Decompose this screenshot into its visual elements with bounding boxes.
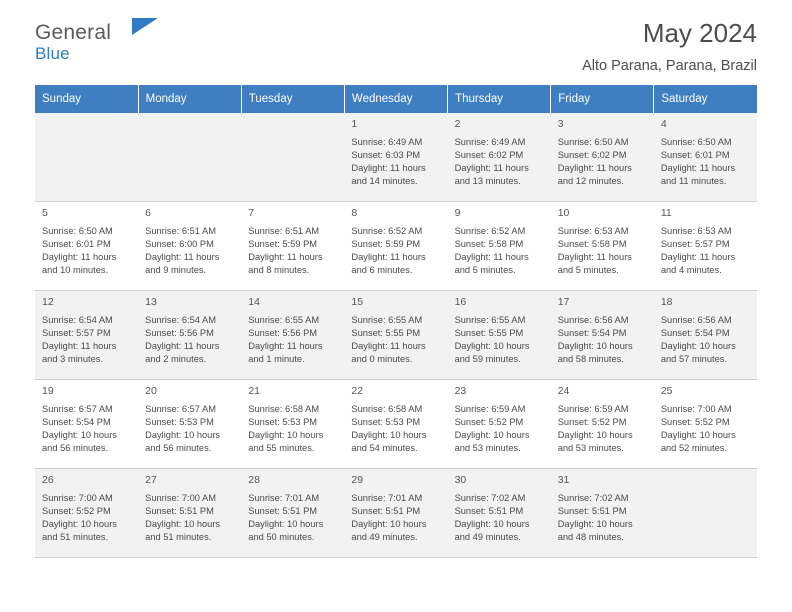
day-daylight1-text: Daylight: 10 hours bbox=[42, 519, 117, 530]
day-number: 24 bbox=[557, 385, 570, 397]
day-daylight1-text: Daylight: 11 hours bbox=[454, 252, 529, 263]
day-daylight2-text: and 53 minutes. bbox=[454, 443, 521, 454]
day-number: 22 bbox=[351, 385, 364, 397]
day-sunrise-text: Sunrise: 6:52 AM bbox=[454, 225, 526, 236]
day-daylight2-text: and 52 minutes. bbox=[660, 443, 727, 454]
day-number: 31 bbox=[557, 474, 570, 486]
day-sunset-text: Sunset: 6:01 PM bbox=[42, 239, 111, 250]
day-daylight1-text: Daylight: 11 hours bbox=[351, 163, 426, 174]
calendar-cell-empty bbox=[138, 113, 241, 202]
calendar-week-row bbox=[35, 380, 757, 469]
calendar-day-cell bbox=[551, 469, 654, 558]
day-sunset-text: Sunset: 5:52 PM bbox=[557, 417, 627, 428]
day-daylight2-text: and 55 minutes. bbox=[248, 443, 315, 454]
day-daylight1-text: Daylight: 11 hours bbox=[660, 252, 736, 263]
day-daylight2-text: and 3 minutes. bbox=[42, 354, 103, 365]
sunrise-sunset-calendar bbox=[35, 85, 757, 558]
calendar-week-row bbox=[35, 202, 757, 291]
day-daylight2-text: and 1 minute. bbox=[248, 354, 305, 365]
calendar-cell-empty bbox=[241, 113, 344, 202]
day-sunset-text: Sunset: 5:57 PM bbox=[42, 328, 111, 339]
day-daylight2-text: and 10 minutes. bbox=[42, 265, 109, 276]
day-sunset-text: Sunset: 5:53 PM bbox=[351, 417, 421, 428]
day-sunrise-text: Sunrise: 6:55 AM bbox=[454, 314, 526, 325]
day-sunset-text: Sunset: 5:52 PM bbox=[42, 506, 111, 517]
day-sunrise-text: Sunrise: 6:59 AM bbox=[557, 403, 629, 414]
day-sunset-text: Sunset: 6:00 PM bbox=[145, 239, 214, 250]
calendar-day-cell bbox=[138, 202, 241, 291]
day-daylight1-text: Daylight: 10 hours bbox=[454, 430, 530, 441]
day-daylight2-text: and 5 minutes. bbox=[454, 265, 516, 276]
calendar-day-cell bbox=[654, 202, 757, 291]
day-sunrise-text: Sunrise: 6:55 AM bbox=[248, 314, 320, 325]
calendar-day-cell bbox=[344, 469, 447, 558]
day-daylight2-text: and 12 minutes. bbox=[557, 176, 624, 187]
calendar-week-row bbox=[35, 469, 757, 558]
day-sunrise-text: Sunrise: 6:50 AM bbox=[557, 136, 629, 147]
day-daylight2-text: and 4 minutes. bbox=[660, 265, 722, 276]
day-sunset-text: Sunset: 5:59 PM bbox=[248, 239, 318, 250]
day-daylight1-text: Daylight: 10 hours bbox=[248, 430, 324, 441]
day-daylight2-text: and 51 minutes. bbox=[145, 532, 212, 543]
day-daylight1-text: Daylight: 11 hours bbox=[557, 163, 632, 174]
calendar-day-cell bbox=[241, 202, 344, 291]
day-sunset-text: Sunset: 5:52 PM bbox=[660, 417, 730, 428]
day-daylight1-text: Daylight: 11 hours bbox=[42, 341, 117, 352]
day-daylight1-text: Daylight: 11 hours bbox=[42, 252, 117, 263]
calendar-day-cell bbox=[241, 380, 344, 469]
day-daylight2-text: and 13 minutes. bbox=[454, 176, 521, 187]
weekday-header-thursday: Thursday bbox=[448, 85, 551, 113]
day-sunrise-text: Sunrise: 6:53 AM bbox=[660, 225, 732, 236]
day-daylight1-text: Daylight: 11 hours bbox=[454, 163, 529, 174]
calendar-day-cell bbox=[138, 291, 241, 380]
day-daylight1-text: Daylight: 10 hours bbox=[660, 341, 736, 352]
day-number: 2 bbox=[454, 118, 461, 130]
day-number: 18 bbox=[660, 296, 673, 308]
weekday-header-row bbox=[35, 85, 757, 113]
calendar-day-cell bbox=[241, 291, 344, 380]
logo-text-blue: Blue bbox=[35, 44, 70, 63]
calendar-day-cell bbox=[551, 113, 654, 202]
calendar-day-cell bbox=[448, 113, 551, 202]
location-subtitle: Alto Parana, Parana, Brazil bbox=[582, 58, 757, 74]
day-daylight2-text: and 6 minutes. bbox=[351, 265, 413, 276]
day-daylight1-text: Daylight: 10 hours bbox=[248, 519, 324, 530]
day-daylight2-text: and 56 minutes. bbox=[145, 443, 212, 454]
day-sunrise-text: Sunrise: 6:49 AM bbox=[351, 136, 423, 147]
day-daylight1-text: Daylight: 11 hours bbox=[351, 341, 426, 352]
day-sunrise-text: Sunrise: 6:51 AM bbox=[145, 225, 216, 236]
day-sunset-text: Sunset: 5:54 PM bbox=[42, 417, 111, 428]
day-sunrise-text: Sunrise: 7:02 AM bbox=[454, 492, 526, 503]
day-sunrise-text: Sunrise: 6:54 AM bbox=[145, 314, 216, 325]
day-daylight1-text: Daylight: 11 hours bbox=[351, 252, 426, 263]
day-daylight2-text: and 58 minutes. bbox=[557, 354, 624, 365]
day-number: 14 bbox=[248, 296, 260, 308]
day-daylight2-text: and 8 minutes. bbox=[248, 265, 310, 276]
day-daylight1-text: Daylight: 11 hours bbox=[248, 252, 323, 263]
day-sunrise-text: Sunrise: 6:55 AM bbox=[351, 314, 423, 325]
day-number: 4 bbox=[660, 118, 667, 130]
day-daylight2-text: and 2 minutes. bbox=[145, 354, 207, 365]
day-daylight2-text: and 54 minutes. bbox=[351, 443, 418, 454]
day-number: 21 bbox=[248, 385, 260, 397]
day-sunset-text: Sunset: 5:51 PM bbox=[454, 506, 524, 517]
day-daylight2-text: and 49 minutes. bbox=[454, 532, 521, 543]
day-daylight1-text: Daylight: 11 hours bbox=[145, 252, 220, 263]
day-sunset-text: Sunset: 5:51 PM bbox=[557, 506, 627, 517]
day-sunset-text: Sunset: 5:56 PM bbox=[248, 328, 318, 339]
day-sunset-text: Sunset: 5:53 PM bbox=[145, 417, 214, 428]
day-sunset-text: Sunset: 5:55 PM bbox=[351, 328, 421, 339]
day-daylight2-text: and 59 minutes. bbox=[454, 354, 521, 365]
day-daylight1-text: Daylight: 10 hours bbox=[557, 519, 633, 530]
day-sunset-text: Sunset: 5:54 PM bbox=[557, 328, 627, 339]
day-sunset-text: Sunset: 5:51 PM bbox=[248, 506, 318, 517]
calendar-week-row bbox=[35, 291, 757, 380]
day-sunrise-text: Sunrise: 7:00 AM bbox=[145, 492, 216, 503]
day-daylight1-text: Daylight: 10 hours bbox=[145, 519, 221, 530]
day-daylight2-text: and 56 minutes. bbox=[42, 443, 109, 454]
general-blue-logo[interactable] bbox=[35, 22, 111, 62]
day-number: 17 bbox=[557, 296, 570, 308]
day-number: 30 bbox=[454, 474, 467, 486]
calendar-day-cell bbox=[448, 380, 551, 469]
day-daylight1-text: Daylight: 10 hours bbox=[454, 341, 530, 352]
day-sunrise-text: Sunrise: 6:51 AM bbox=[248, 225, 320, 236]
day-sunset-text: Sunset: 5:59 PM bbox=[351, 239, 421, 250]
day-daylight1-text: Daylight: 10 hours bbox=[557, 341, 633, 352]
day-daylight1-text: Daylight: 10 hours bbox=[351, 430, 427, 441]
day-daylight1-text: Daylight: 11 hours bbox=[557, 252, 632, 263]
calendar-day-cell bbox=[654, 380, 757, 469]
day-daylight1-text: Daylight: 11 hours bbox=[660, 163, 736, 174]
day-number: 6 bbox=[145, 207, 151, 219]
page-header bbox=[35, 0, 757, 78]
calendar-day-cell bbox=[654, 113, 757, 202]
calendar-day-cell bbox=[138, 469, 241, 558]
day-daylight2-text: and 0 minutes. bbox=[351, 354, 413, 365]
calendar-day-cell bbox=[448, 469, 551, 558]
day-sunrise-text: Sunrise: 7:01 AM bbox=[248, 492, 320, 503]
calendar-day-cell bbox=[241, 469, 344, 558]
day-daylight2-text: and 49 minutes. bbox=[351, 532, 418, 543]
title-block bbox=[582, 20, 757, 74]
day-number: 15 bbox=[351, 296, 364, 308]
day-daylight2-text: and 14 minutes. bbox=[351, 176, 418, 187]
day-daylight2-text: and 11 minutes. bbox=[660, 176, 727, 187]
day-number: 23 bbox=[454, 385, 467, 397]
day-number: 20 bbox=[145, 385, 157, 397]
day-daylight1-text: Daylight: 11 hours bbox=[145, 341, 220, 352]
day-daylight1-text: Daylight: 11 hours bbox=[248, 341, 323, 352]
calendar-day-cell bbox=[448, 202, 551, 291]
day-sunset-text: Sunset: 5:51 PM bbox=[145, 506, 214, 517]
day-number: 13 bbox=[145, 296, 157, 308]
day-sunset-text: Sunset: 5:52 PM bbox=[454, 417, 524, 428]
day-sunset-text: Sunset: 5:54 PM bbox=[660, 328, 730, 339]
day-sunrise-text: Sunrise: 7:00 AM bbox=[42, 492, 113, 503]
calendar-cell-empty bbox=[654, 469, 757, 558]
day-number: 29 bbox=[351, 474, 364, 486]
day-number: 9 bbox=[454, 207, 461, 219]
day-sunrise-text: Sunrise: 6:58 AM bbox=[248, 403, 320, 414]
day-number: 27 bbox=[145, 474, 157, 486]
day-daylight2-text: and 50 minutes. bbox=[248, 532, 315, 543]
day-sunrise-text: Sunrise: 6:59 AM bbox=[454, 403, 526, 414]
day-sunset-text: Sunset: 5:58 PM bbox=[557, 239, 627, 250]
day-sunrise-text: Sunrise: 6:57 AM bbox=[42, 403, 113, 414]
calendar-day-cell bbox=[551, 291, 654, 380]
day-sunrise-text: Sunrise: 7:02 AM bbox=[557, 492, 629, 503]
calendar-day-cell bbox=[344, 291, 447, 380]
calendar-day-cell bbox=[551, 380, 654, 469]
calendar-day-cell bbox=[344, 380, 447, 469]
day-sunrise-text: Sunrise: 6:50 AM bbox=[42, 225, 113, 236]
page-title: May 2024 bbox=[642, 18, 757, 48]
day-daylight1-text: Daylight: 10 hours bbox=[454, 519, 530, 530]
calendar-day-cell bbox=[138, 380, 241, 469]
weekday-header-tuesday: Tuesday bbox=[241, 85, 344, 113]
calendar-day-cell bbox=[35, 380, 138, 469]
day-sunset-text: Sunset: 6:02 PM bbox=[454, 150, 524, 161]
weekday-header-friday: Friday bbox=[551, 85, 654, 113]
day-sunset-text: Sunset: 5:58 PM bbox=[454, 239, 524, 250]
day-daylight2-text: and 48 minutes. bbox=[557, 532, 624, 543]
calendar-week-row bbox=[35, 113, 757, 202]
day-sunrise-text: Sunrise: 6:52 AM bbox=[351, 225, 423, 236]
calendar-day-cell bbox=[551, 202, 654, 291]
calendar-body bbox=[35, 113, 757, 558]
day-sunrise-text: Sunrise: 6:53 AM bbox=[557, 225, 629, 236]
calendar-day-cell bbox=[35, 291, 138, 380]
calendar-day-cell bbox=[448, 291, 551, 380]
day-daylight1-text: Daylight: 10 hours bbox=[145, 430, 221, 441]
calendar-day-cell bbox=[35, 202, 138, 291]
day-sunrise-text: Sunrise: 7:00 AM bbox=[660, 403, 732, 414]
calendar-day-cell bbox=[654, 291, 757, 380]
day-sunset-text: Sunset: 5:57 PM bbox=[660, 239, 730, 250]
day-number: 19 bbox=[42, 385, 54, 397]
day-sunrise-text: Sunrise: 6:56 AM bbox=[557, 314, 629, 325]
day-number: 11 bbox=[660, 207, 672, 219]
weekday-header-saturday: Saturday bbox=[654, 85, 757, 113]
day-daylight2-text: and 57 minutes. bbox=[660, 354, 727, 365]
logo-flag-icon bbox=[132, 18, 158, 35]
day-daylight2-text: and 5 minutes. bbox=[557, 265, 619, 276]
day-number: 3 bbox=[557, 118, 564, 130]
day-sunset-text: Sunset: 6:03 PM bbox=[351, 150, 421, 161]
day-sunrise-text: Sunrise: 6:49 AM bbox=[454, 136, 526, 147]
day-daylight1-text: Daylight: 10 hours bbox=[557, 430, 633, 441]
day-number: 1 bbox=[351, 118, 358, 130]
logo-text-general: General bbox=[35, 21, 112, 44]
day-number: 16 bbox=[454, 296, 467, 308]
day-sunset-text: Sunset: 6:01 PM bbox=[660, 150, 730, 161]
day-daylight1-text: Daylight: 10 hours bbox=[42, 430, 117, 441]
day-sunrise-text: Sunrise: 6:56 AM bbox=[660, 314, 732, 325]
day-daylight1-text: Daylight: 10 hours bbox=[660, 430, 736, 441]
day-sunrise-text: Sunrise: 6:58 AM bbox=[351, 403, 423, 414]
weekday-header-monday: Monday bbox=[138, 85, 241, 113]
day-sunset-text: Sunset: 5:55 PM bbox=[454, 328, 524, 339]
day-number: 10 bbox=[557, 207, 570, 219]
day-number: 28 bbox=[248, 474, 260, 486]
day-daylight2-text: and 51 minutes. bbox=[42, 532, 109, 543]
day-sunrise-text: Sunrise: 6:50 AM bbox=[660, 136, 732, 147]
day-number: 26 bbox=[42, 474, 54, 486]
day-sunset-text: Sunset: 5:51 PM bbox=[351, 506, 421, 517]
day-sunrise-text: Sunrise: 6:54 AM bbox=[42, 314, 113, 325]
day-sunset-text: Sunset: 5:56 PM bbox=[145, 328, 214, 339]
day-sunrise-text: Sunrise: 7:01 AM bbox=[351, 492, 423, 503]
weekday-header-wednesday: Wednesday bbox=[344, 85, 447, 113]
weekday-header-sunday: Sunday bbox=[35, 85, 138, 113]
day-number: 7 bbox=[248, 207, 255, 219]
day-daylight2-text: and 53 minutes. bbox=[557, 443, 624, 454]
calendar-cell-empty bbox=[35, 113, 138, 202]
day-number: 8 bbox=[351, 207, 358, 219]
day-sunset-text: Sunset: 6:02 PM bbox=[557, 150, 627, 161]
calendar-day-cell bbox=[344, 202, 447, 291]
day-number: 25 bbox=[660, 385, 673, 397]
day-daylight1-text: Daylight: 10 hours bbox=[351, 519, 427, 530]
day-number: 12 bbox=[42, 296, 54, 308]
day-daylight2-text: and 9 minutes. bbox=[145, 265, 207, 276]
calendar-day-cell bbox=[35, 469, 138, 558]
day-number: 5 bbox=[42, 207, 48, 219]
day-sunset-text: Sunset: 5:53 PM bbox=[248, 417, 318, 428]
day-sunrise-text: Sunrise: 6:57 AM bbox=[145, 403, 216, 414]
calendar-day-cell bbox=[344, 113, 447, 202]
